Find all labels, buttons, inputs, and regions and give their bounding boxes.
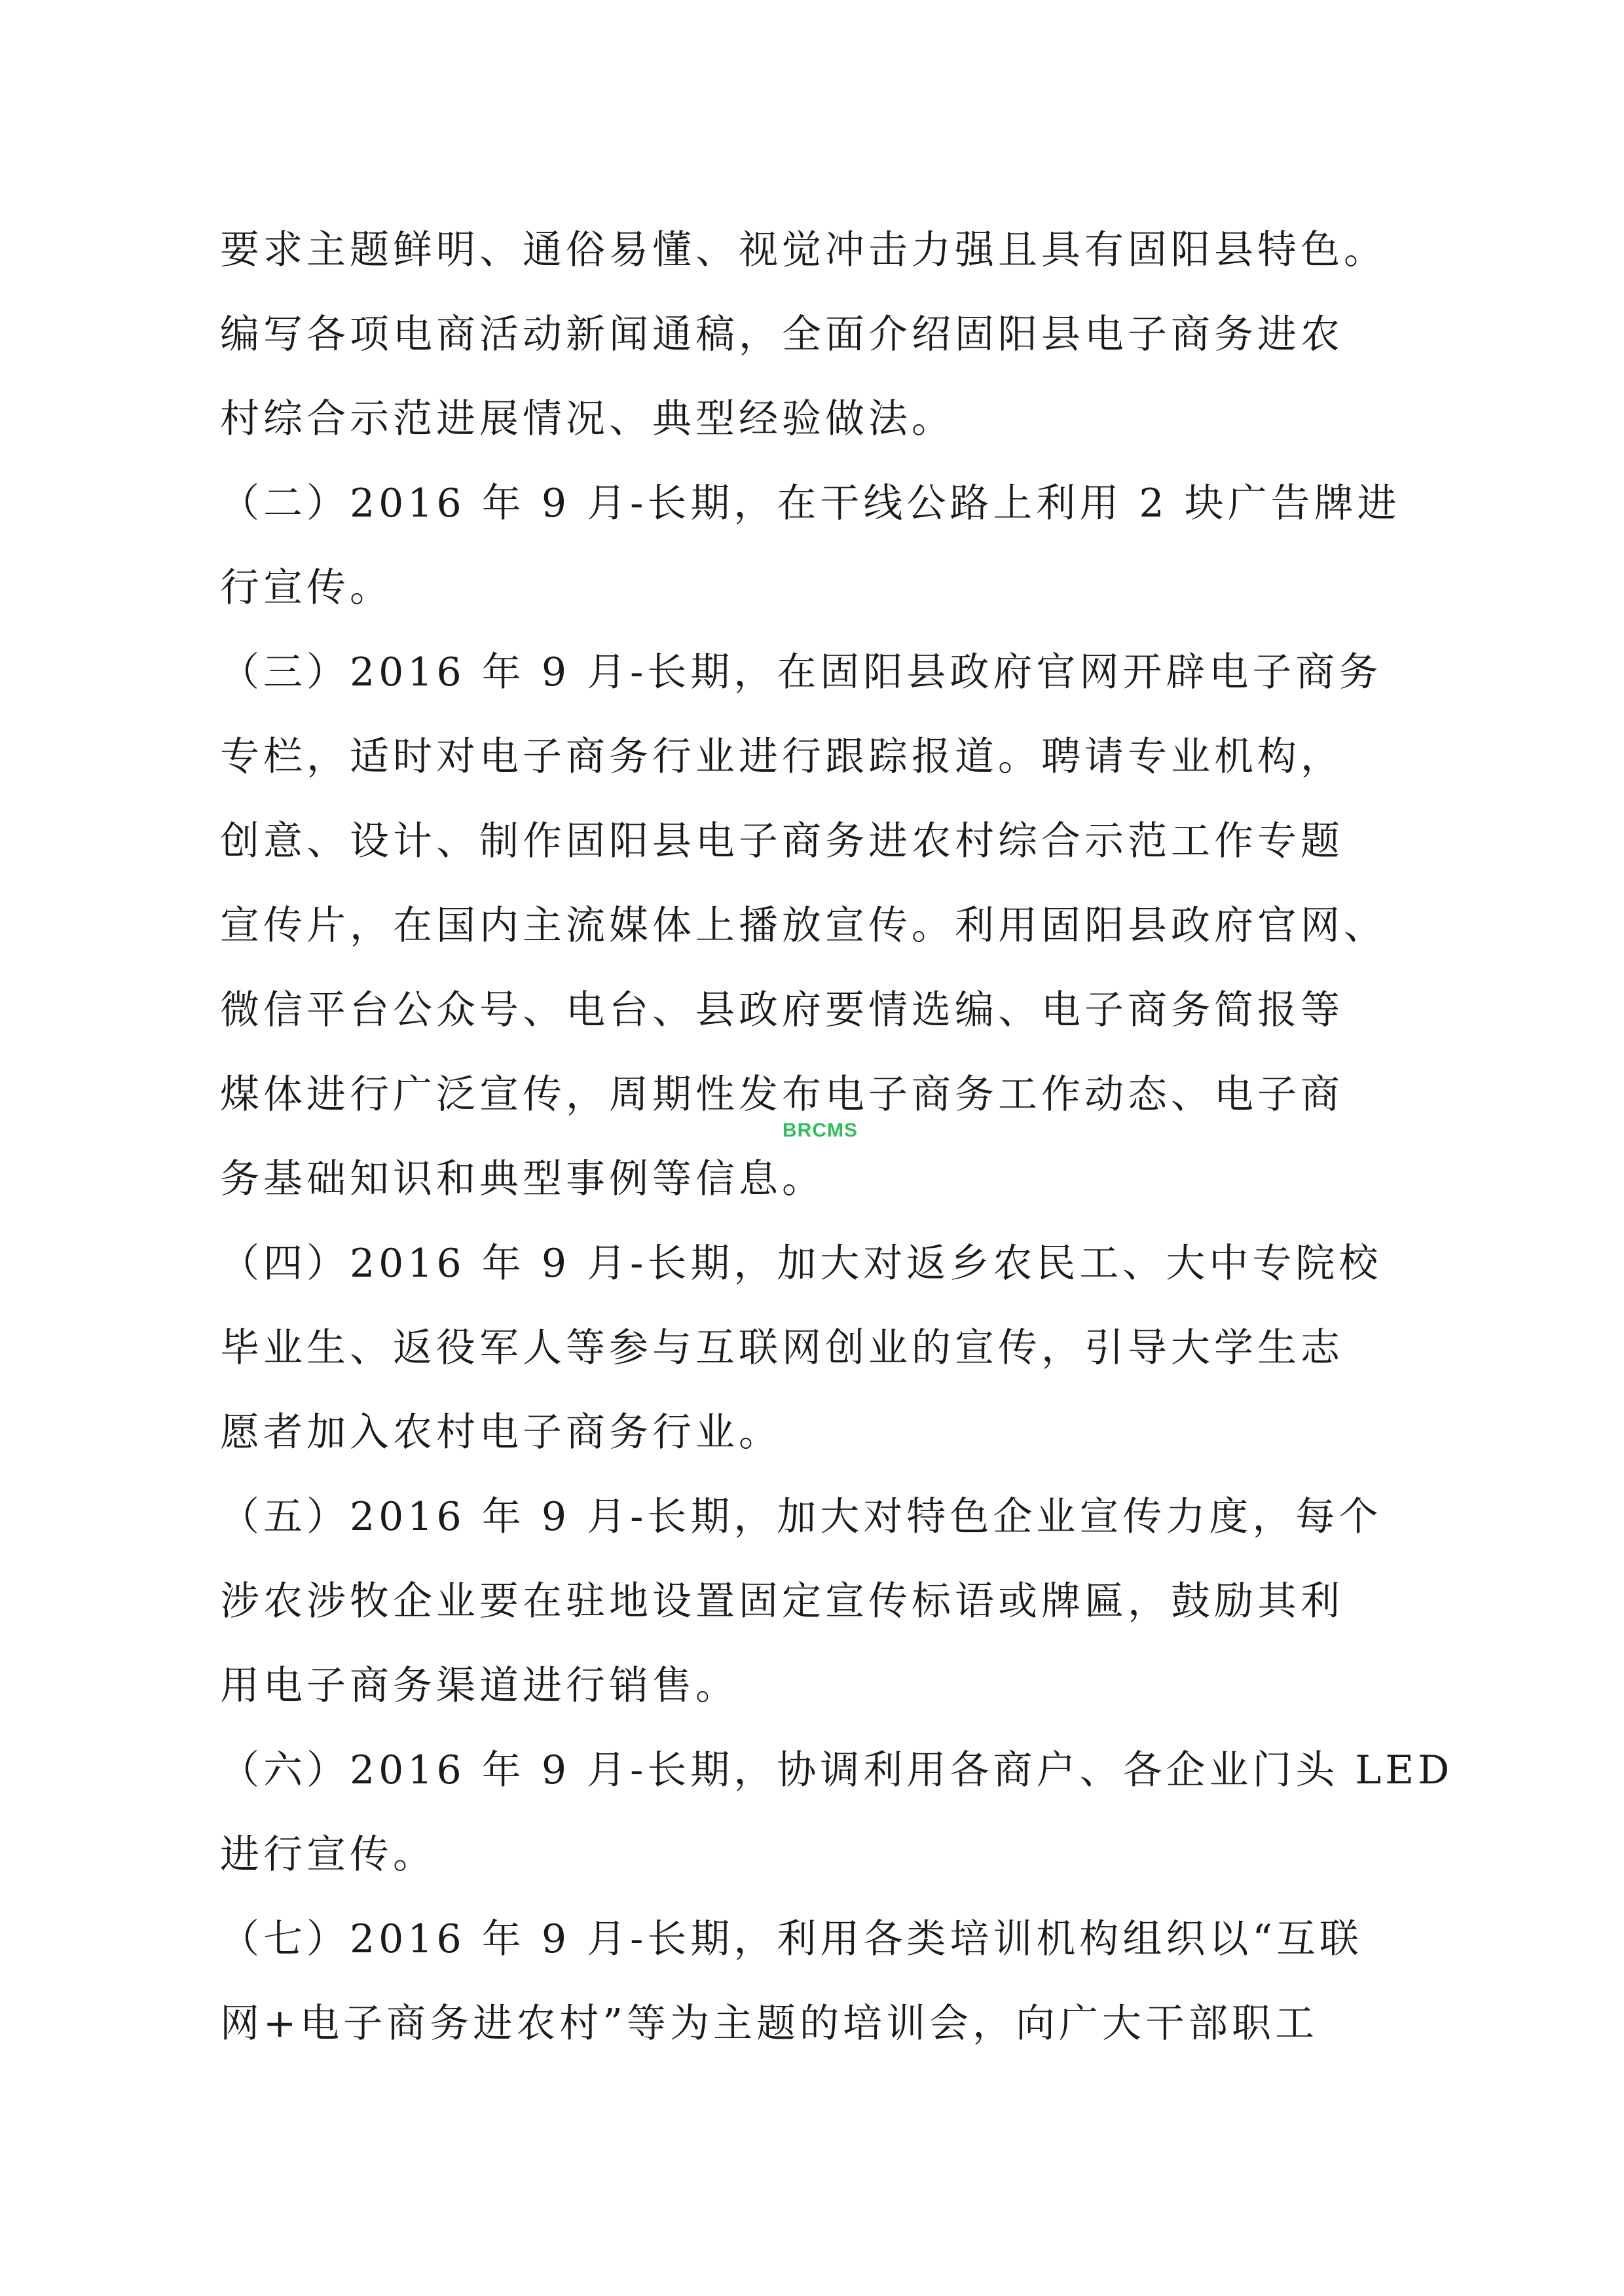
text-line: 要求主题鲜明、通俗易懂、视觉冲击力强且具有固阳县特色。 bbox=[220, 227, 1387, 273]
text-line: 创意、设计、制作固阳县电子商务进农村综合示范工作专题 bbox=[220, 818, 1344, 864]
text-line: （三）2016 年 9 月-长期，在固阳县政府官网开辟电子商务 bbox=[220, 649, 1382, 695]
text-line: 专栏，适时对电子商务行业进行跟踪报道。聘请专业机构， bbox=[220, 734, 1344, 780]
text-line: （二）2016 年 9 月-长期，在干线公路上利用 2 块广告牌进 bbox=[220, 481, 1401, 526]
text-line: （六）2016 年 9 月-长期，协调利用各商户、各企业门头 LED bbox=[220, 1747, 1454, 1793]
watermark-text: BRCMS bbox=[783, 1120, 858, 1141]
text-line: 微信平台公众号、电台、县政府要情选编、电子商务简报等 bbox=[220, 987, 1344, 1033]
text-line: 务基础知识和典型事例等信息。 bbox=[220, 1156, 825, 1202]
text-line: （七）2016 年 9 月-长期，利用各类培训机构组织以“互联 bbox=[220, 1916, 1363, 1962]
text-line: 村综合示范进展情况、典型经验做法。 bbox=[220, 396, 955, 442]
text-line: 用电子商务渠道进行销售。 bbox=[220, 1663, 739, 1709]
text-line: 行宣传。 bbox=[220, 565, 393, 611]
text-line: 编写各项电商活动新闻通稿，全面介绍固阳县电子商务进农 bbox=[220, 312, 1344, 357]
text-line: 宣传片，在国内主流媒体上播放宣传。利用固阳县政府官网、 bbox=[220, 903, 1387, 949]
text-line: 进行宣传。 bbox=[220, 1832, 436, 1878]
text-line: 煤体进行广泛宣传，周期性发布电子商务工作动态、电子商 bbox=[220, 1072, 1344, 1118]
text-line: （四）2016 年 9 月-长期，加大对返乡农民工、大中专院校 bbox=[220, 1241, 1382, 1286]
text-line: （五）2016 年 9 月-长期，加大对特色企业宣传力度，每个 bbox=[220, 1494, 1382, 1540]
text-line: 愿者加入农村电子商务行业。 bbox=[220, 1410, 782, 1455]
text-line: 涉农涉牧企业要在驻地设置固定宣传标语或牌匾，鼓励其利 bbox=[220, 1578, 1344, 1624]
text-line: 网+电子商务进农村”等为主题的培训会，向广大干部职工 bbox=[220, 2001, 1318, 2047]
text-line: 毕业生、返役军人等参与互联网创业的宣传，引导大学生志 bbox=[220, 1325, 1344, 1371]
